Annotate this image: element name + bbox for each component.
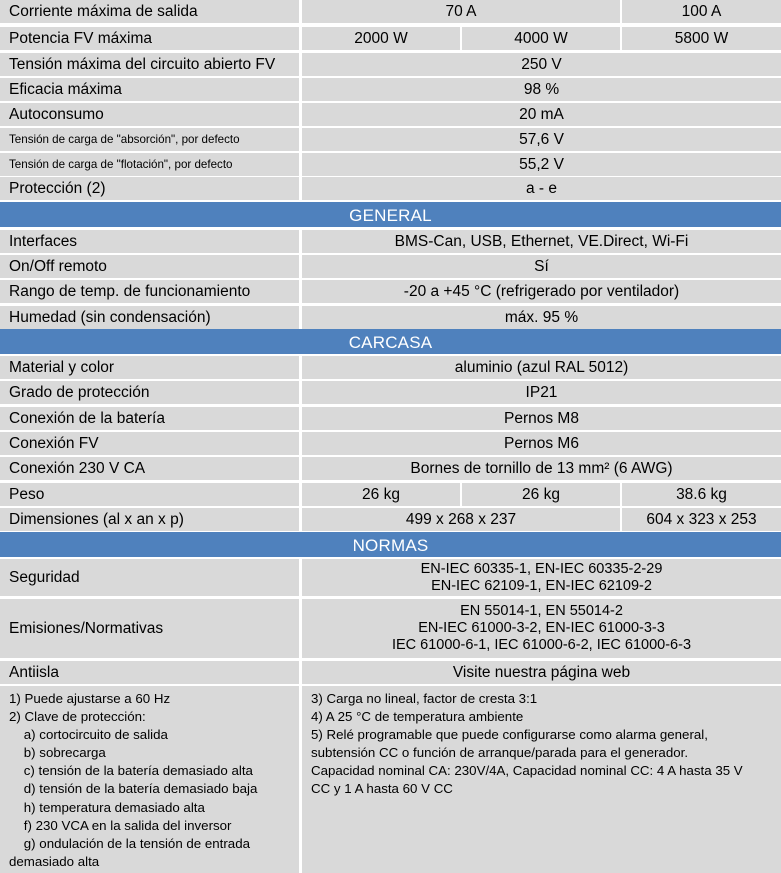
section-divider bbox=[0, 202, 781, 204]
footnote-line: subtensión CC o función de arranque/parada para el generador. bbox=[311, 745, 689, 761]
section-divider bbox=[0, 329, 781, 331]
label-proteccion-2: Protección (2) bbox=[0, 177, 299, 200]
footnote-line: 4) A 25 °C de temperatura ambiente bbox=[311, 709, 524, 725]
footnote-line: 3) Carga no lineal, factor de cresta 3:1 bbox=[311, 691, 538, 706]
value-tension-de-carga-de-flotacion-por-defecto: 55,2 V bbox=[302, 153, 781, 176]
label-material-y-color: Material y color bbox=[0, 356, 299, 379]
value-emisiones-normativas-line-1: EN 55014-1, EN 55014-2 bbox=[460, 603, 623, 619]
footnote-line: 5) Relé programable que puede configurarse como alarma general, bbox=[311, 727, 708, 743]
footnote-line: b) sobrecarga bbox=[9, 745, 106, 761]
value-antiisla: Visite nuestra página web bbox=[302, 661, 781, 684]
value-potencia-fv-maxima-1: 2000 W bbox=[302, 27, 460, 50]
value-dimensiones-al-x-an-x-p-2: 604 x 323 x 253 bbox=[622, 508, 781, 531]
label-tension-de-carga-de-absorcion-por-defecto: Tensión de carga de "absorción", por defecto bbox=[0, 128, 299, 151]
value-rango-de-temp-de-funcionamiento: -20 a +45 °C (refrigerado por ventilador) bbox=[302, 280, 781, 303]
value-potencia-fv-maxima-2: 4000 W bbox=[462, 27, 620, 50]
label-tension-maxima-del-circuito-abierto-fv: Tensión máxima del circuito abierto FV bbox=[0, 53, 299, 76]
label-rango-de-temp-de-funcionamiento: Rango de temp. de funcionamiento bbox=[0, 280, 299, 303]
value-emisiones-normativas bbox=[302, 599, 781, 658]
footnote-line: 1) Puede ajustarse a 60 Hz bbox=[9, 691, 171, 706]
footnote-line: h) temperatura demasiado alta bbox=[9, 799, 205, 815]
value-peso-2: 26 kg bbox=[462, 483, 620, 506]
label-conexion-de-la-bateria: Conexión de la batería bbox=[0, 407, 299, 430]
section-header-normas: NORMAS bbox=[0, 534, 781, 557]
value-potencia-fv-maxima-3: 5800 W bbox=[622, 27, 781, 50]
label-grado-de-proteccion: Grado de protección bbox=[0, 381, 299, 404]
value-conexion-230-v-ca: Bornes de tornillo de 13 mm² (6 AWG) bbox=[302, 457, 781, 480]
footnote-line: CC y 1 A hasta 60 V CC bbox=[311, 781, 453, 797]
label-conexion-230-v-ca: Conexión 230 V CA bbox=[0, 457, 299, 480]
value-emisiones-normativas-line-3: IEC 61000-6-1, IEC 61000-6-2, IEC 61000-6-3 bbox=[391, 637, 692, 653]
footnote-line: c) tensión de la batería demasiado alta bbox=[9, 763, 253, 779]
section-header-carcasa: CARCASA bbox=[0, 331, 781, 354]
value-seguridad bbox=[302, 559, 781, 596]
value-grado-de-proteccion: IP21 bbox=[302, 381, 781, 404]
footnote-line: a) cortocircuito de salida bbox=[9, 727, 168, 743]
footnotes-left bbox=[0, 686, 299, 873]
value-peso-3: 38.6 kg bbox=[622, 483, 781, 506]
value-tension-maxima-del-circuito-abierto-fv: 250 V bbox=[302, 53, 781, 76]
section-header-general: GENERAL bbox=[0, 204, 781, 227]
value-corriente-maxima-de-salida-2: 100 A bbox=[622, 0, 781, 23]
label-dimensiones-al-x-an-x-p: Dimensiones (al x an x p) bbox=[0, 508, 299, 531]
label-humedad-sin-condensacion: Humedad (sin condensación) bbox=[0, 306, 299, 329]
value-on-off-remoto: Sí bbox=[302, 255, 781, 278]
value-autoconsumo: 20 mA bbox=[302, 103, 781, 126]
value-humedad-sin-condensacion: máx. 95 % bbox=[302, 306, 781, 329]
value-proteccion-2: a - e bbox=[302, 177, 781, 200]
label-tension-de-carga-de-flotacion-por-defecto: Tensión de carga de "flotación", por defecto bbox=[0, 153, 299, 176]
label-eficacia-maxima: Eficacia máxima bbox=[0, 78, 299, 101]
value-tension-de-carga-de-absorcion-por-defecto: 57,6 V bbox=[302, 128, 781, 151]
footnote-line: demasiado alta bbox=[9, 853, 100, 869]
label-interfaces: Interfaces bbox=[0, 230, 299, 253]
label-antiisla: Antiisla bbox=[0, 661, 299, 684]
value-corriente-maxima-de-salida-1: 70 A bbox=[302, 0, 620, 23]
footnotes-right bbox=[302, 686, 781, 873]
footnote-line: d) tensión de la batería demasiado baja bbox=[9, 781, 258, 797]
label-corriente-maxima-de-salida: Corriente máxima de salida bbox=[0, 0, 299, 23]
value-conexion-de-la-bateria: Pernos M8 bbox=[302, 407, 781, 430]
label-seguridad: Seguridad bbox=[0, 559, 299, 596]
value-seguridad-line-1: EN-IEC 60335-1, EN-IEC 60335-2-29 bbox=[420, 560, 663, 577]
label-potencia-fv-maxima: Potencia FV máxima bbox=[0, 27, 299, 50]
footnote-line: 2) Clave de protección: bbox=[9, 709, 146, 725]
label-on-off-remoto: On/Off remoto bbox=[0, 255, 299, 278]
section-divider bbox=[0, 532, 781, 534]
label-autoconsumo: Autoconsumo bbox=[0, 103, 299, 126]
value-material-y-color: aluminio (azul RAL 5012) bbox=[302, 356, 781, 379]
footnote-line: f) 230 VCA en la salida del inversor bbox=[9, 817, 232, 833]
label-conexion-fv: Conexión FV bbox=[0, 432, 299, 455]
value-eficacia-maxima: 98 % bbox=[302, 78, 781, 101]
label-emisiones-normativas: Emisiones/Normativas bbox=[0, 599, 299, 658]
value-conexion-fv: Pernos M6 bbox=[302, 432, 781, 455]
value-dimensiones-al-x-an-x-p-1: 499 x 268 x 237 bbox=[302, 508, 620, 531]
footnote-line: Capacidad nominal CA: 230V/4A, Capacidad nominal CC: 4 A hasta 35 V bbox=[311, 763, 743, 779]
label-peso: Peso bbox=[0, 483, 299, 506]
value-seguridad-line-2: EN-IEC 62109-1, EN-IEC 62109-2 bbox=[431, 577, 652, 594]
footnote-line: g) ondulación de la tensión de entrada bbox=[9, 835, 250, 851]
value-peso-1: 26 kg bbox=[302, 483, 460, 506]
value-emisiones-normativas-line-2: EN-IEC 61000-3-2, EN-IEC 61000-3-3 bbox=[418, 620, 665, 636]
value-interfaces: BMS-Can, USB, Ethernet, VE.Direct, Wi-Fi bbox=[302, 230, 781, 253]
